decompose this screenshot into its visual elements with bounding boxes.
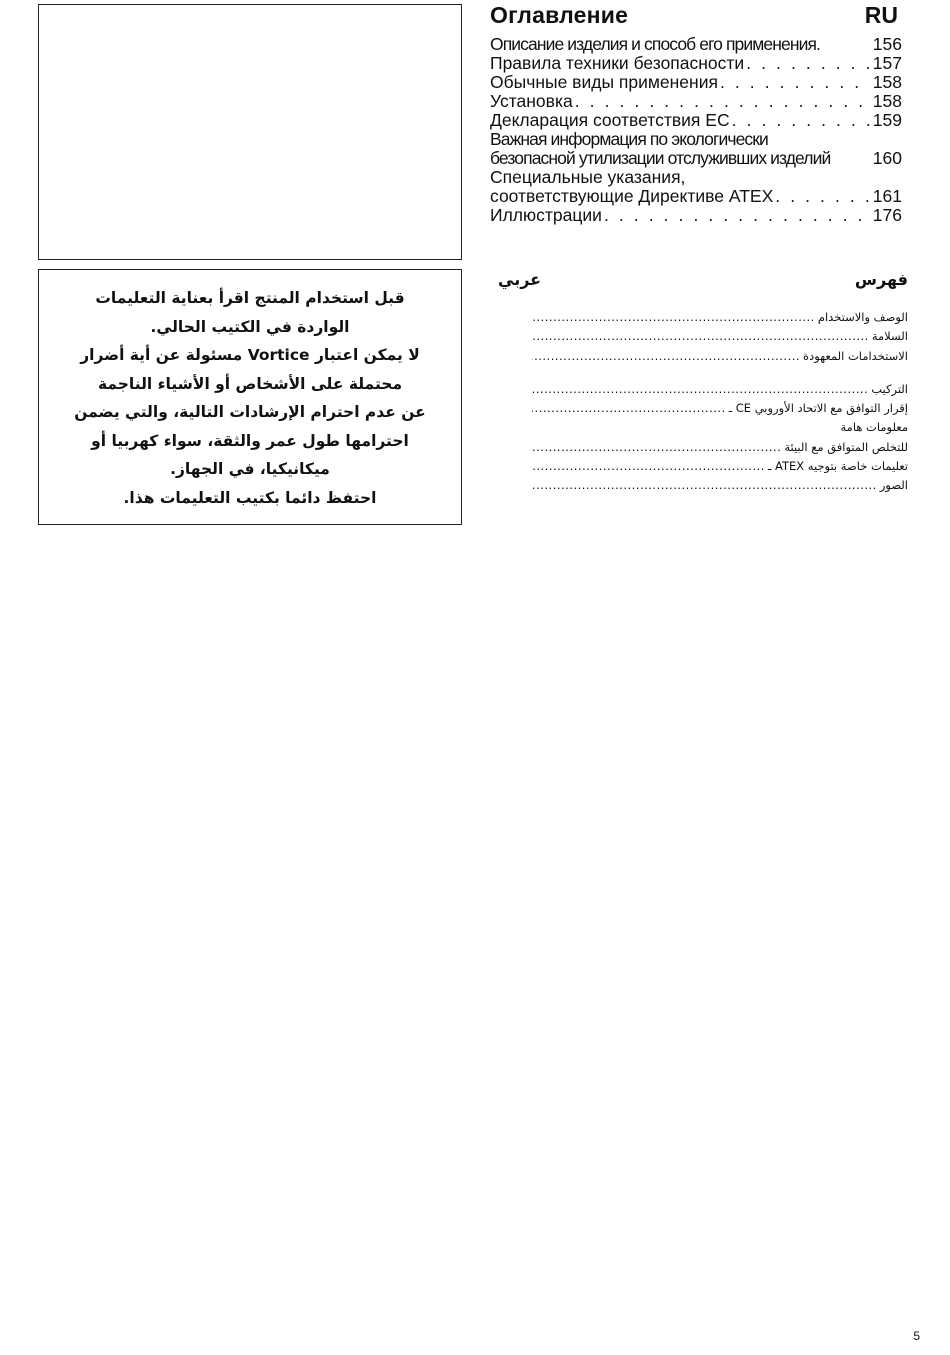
ar-language-label: عربي xyxy=(498,270,542,289)
ar-toc-entry-label: معلومات هامة xyxy=(840,420,908,435)
ru-toc-entry-label: Специальные указания, xyxy=(490,168,686,187)
ru-toc-entry-page: 159 xyxy=(872,111,902,130)
ru-toc-entry[interactable] xyxy=(490,35,902,54)
ar-toc-header xyxy=(498,270,908,300)
ru-toc-entry[interactable] xyxy=(490,92,902,111)
ar-toc-entry-label: التركيب xyxy=(871,381,908,396)
ar-toc-entry-label: الاستخدامات المعهودة xyxy=(803,348,908,363)
russian-table-of-contents xyxy=(490,2,902,225)
ru-toc-entry-label: безопасной утилизации отслуживших изделий xyxy=(490,149,831,168)
ar-toc-leader xyxy=(532,380,868,399)
ar-toc-entry[interactable] xyxy=(498,399,908,418)
ru-toc-entry[interactable] xyxy=(490,187,902,206)
ru-toc-entry[interactable] xyxy=(490,168,902,187)
ru-toc-entry-label: Правила техники безопасности xyxy=(490,54,745,73)
ru-toc-entry-page: 158 xyxy=(872,92,902,111)
ru-toc-entry[interactable] xyxy=(490,206,902,225)
ar-toc-entry[interactable] xyxy=(498,308,908,327)
page-number: 5 xyxy=(913,1329,920,1343)
ru-toc-entry-label: Иллюстрации xyxy=(490,206,602,225)
ru-toc-entry[interactable] xyxy=(490,111,902,130)
ar-toc-entry[interactable] xyxy=(498,327,908,346)
ru-toc-entry-label: Описание изделия и способ его применения. xyxy=(490,35,820,54)
ar-toc-leader xyxy=(532,457,765,476)
ru-toc-leader xyxy=(744,54,870,73)
ru-toc-entry[interactable] xyxy=(490,130,902,149)
ru-toc-entry-label: Декларация соответствия ЕС xyxy=(490,111,730,130)
ar-toc-entry-label: السلامة xyxy=(871,329,908,344)
ar-toc-leader xyxy=(532,399,726,418)
ar-toc-entries xyxy=(498,308,908,496)
ar-toc-entry-label: تعليمات خاصة بتوجيه ATEX ـ xyxy=(767,459,908,474)
arabic-warning-box xyxy=(38,269,462,525)
arabic-warning-text: قبل استخدام المنتج اقرأ بعناية التعليمات الواردة في الكتيب الحالي. لا يمكن اعتبار Vortice مسئولة عن أية أضرار محتملة على الأشخاص أو الأشياء الناجمة عن عدم احترام الإرشادات التالية، والتي يضمن احترامها طول عمر والثقة، سواء كهربيا أو ميكانيكيا، في الجهاز. احتفظ دائما بكتيب التعليمات هذا. xyxy=(74,289,426,507)
ru-toc-entry[interactable] xyxy=(490,73,902,92)
ru-toc-entries xyxy=(490,35,902,225)
ar-toc-leader xyxy=(532,308,815,327)
ru-toc-header xyxy=(490,2,902,32)
ru-toc-entry[interactable] xyxy=(490,54,902,73)
ar-toc-leader xyxy=(532,476,877,495)
ar-toc-entry-label: الوصف والاستخدام xyxy=(817,310,908,324)
ru-toc-entry-page: 157 xyxy=(872,54,902,73)
ru-toc-entry-page: 160 xyxy=(872,149,902,168)
ar-toc-entry[interactable] xyxy=(498,418,908,437)
ar-toc-leader xyxy=(532,438,781,457)
ar-toc-entry[interactable] xyxy=(498,438,908,457)
ru-toc-title: Оглавление xyxy=(490,2,629,28)
ru-toc-entry-label: соответствующие Директиве ATEX xyxy=(490,187,774,206)
ru-toc-entry-page: 158 xyxy=(872,73,902,92)
ar-toc-leader xyxy=(532,347,800,366)
ru-toc-leader xyxy=(730,111,870,130)
ar-toc-entry[interactable] xyxy=(498,457,908,476)
ru-toc-entry-page: 161 xyxy=(872,187,902,206)
ru-toc-leader xyxy=(602,206,870,225)
ar-toc-spacer xyxy=(498,366,908,380)
ru-toc-entry-label: Установка xyxy=(490,92,573,111)
image-placeholder-box xyxy=(38,4,462,260)
ar-toc-title: فهرس xyxy=(854,270,908,289)
ru-toc-leader xyxy=(573,92,870,111)
ru-toc-entry-label: Обычные виды применения xyxy=(490,73,718,92)
ar-toc-entry-label: للتخلص المتوافق مع البيئة xyxy=(784,439,908,454)
ru-toc-entry-page: 176 xyxy=(872,206,902,225)
ar-toc-leader xyxy=(532,327,869,346)
ru-toc-leader xyxy=(773,187,870,206)
ar-toc-entry-label: الصور xyxy=(879,478,908,493)
ar-toc-entry[interactable] xyxy=(498,347,908,366)
ru-toc-leader xyxy=(718,73,870,92)
ru-toc-entry[interactable] xyxy=(490,149,902,168)
ru-toc-entry-page: 156 xyxy=(872,35,902,54)
ar-toc-entry-label: إقرار التوافق مع الاتحاد الأوروبي CE ـ xyxy=(728,401,908,416)
arabic-table-of-contents xyxy=(498,270,908,496)
ru-toc-entry-label: Важная информация по экологически xyxy=(490,130,768,149)
ru-language-code: RU xyxy=(864,2,898,28)
ar-toc-entry[interactable] xyxy=(498,476,908,495)
ar-toc-entry[interactable] xyxy=(498,380,908,399)
